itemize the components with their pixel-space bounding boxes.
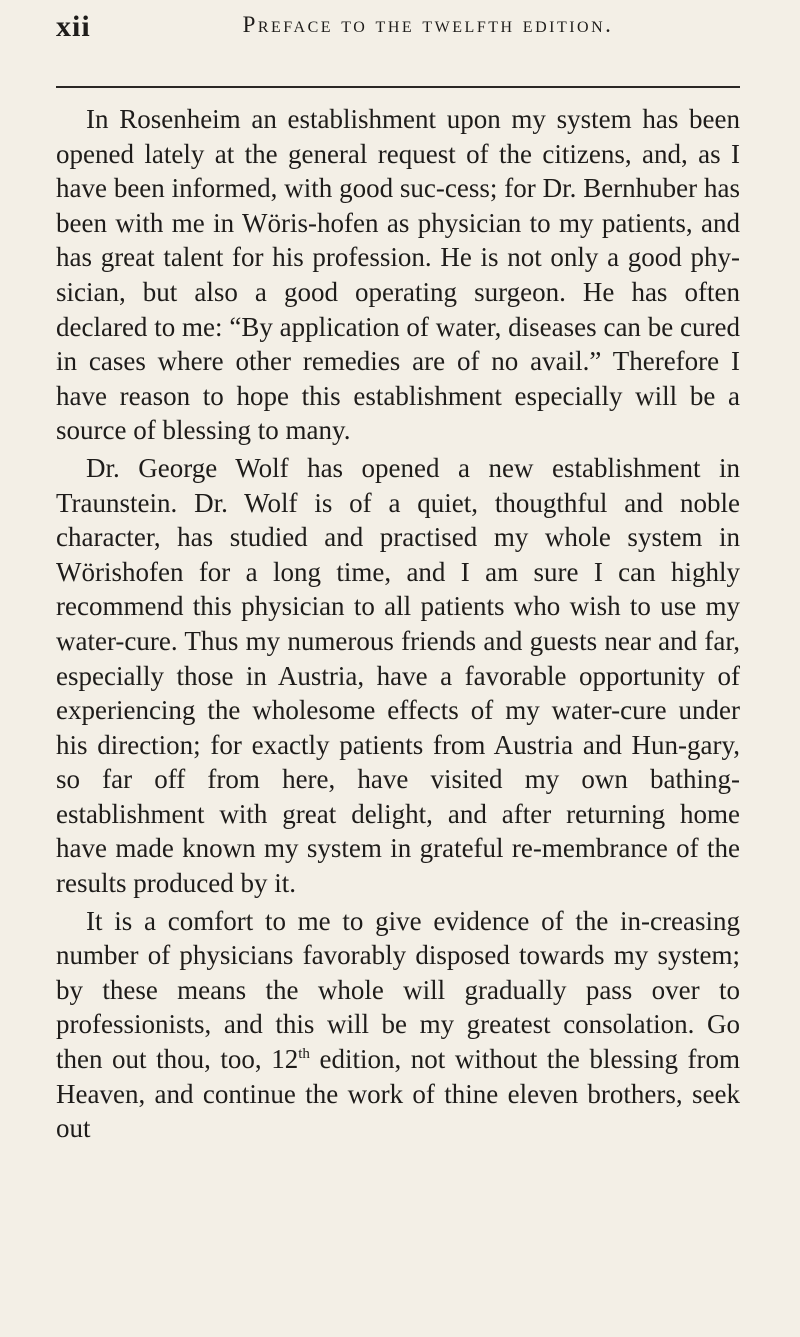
paragraph-text-before: It is a comfort to me to give evidence of the in-creasing number of physicians favorably disposed towards my system; by these means the whole will gradually pass over to professionists, and this will be my greatest consolation. Go then out thou, too, 12 (56, 905, 740, 1075)
ordinal-superscript: th (298, 1046, 310, 1063)
running-title: Preface to the twelfth edition. (242, 12, 614, 37)
paragraph-rosenheim: In Rosenheim an establishment upon my system has been opened lately at the general request of the citizens, and, as I have been informed, with good suc-cess; for Dr. Bernhuber has been with me in Wöris-hofen as physician to my patients, and has great talent for his profession. He is not only a good phy-sician, but also a good operating surgeon. He has often declared to me: “By application of water, diseases can be cured in cases where other remedies are of no avail.” Therefore I have reason to hope this establishment especially will be a source of blessing to many. (56, 104, 740, 446)
paragraph-text-after: edition, not without the blessing from Heaven, and continue the work of thine eleven brothers, seek out (56, 1044, 740, 1144)
paragraph-twelfth-edition (56, 904, 740, 1146)
paragraph-traunstein: Dr. George Wolf has opened a new establishment in Traunstein. Dr. Wolf is of a quiet, thougthful and noble character, has studied and practised my whole system in Wörishofen for a long time, and I am sure I can highly recommend this physician to all patients who wish to use my water-cure. Thus my numerous friends and guests near and far, especially those in Austria, have a favorable opportunity of experiencing the wholesome effects of my water-cure under his direction; for exactly patients from Austria and Hun-gary, so far off from here, have visited my own bathing-establishment with great delight, and after returning home have made known my system in grateful re-membrance of the results produced by it. (56, 452, 740, 899)
body-text (56, 102, 740, 1146)
running-head (56, 0, 740, 88)
page-number: xii (56, 10, 91, 43)
